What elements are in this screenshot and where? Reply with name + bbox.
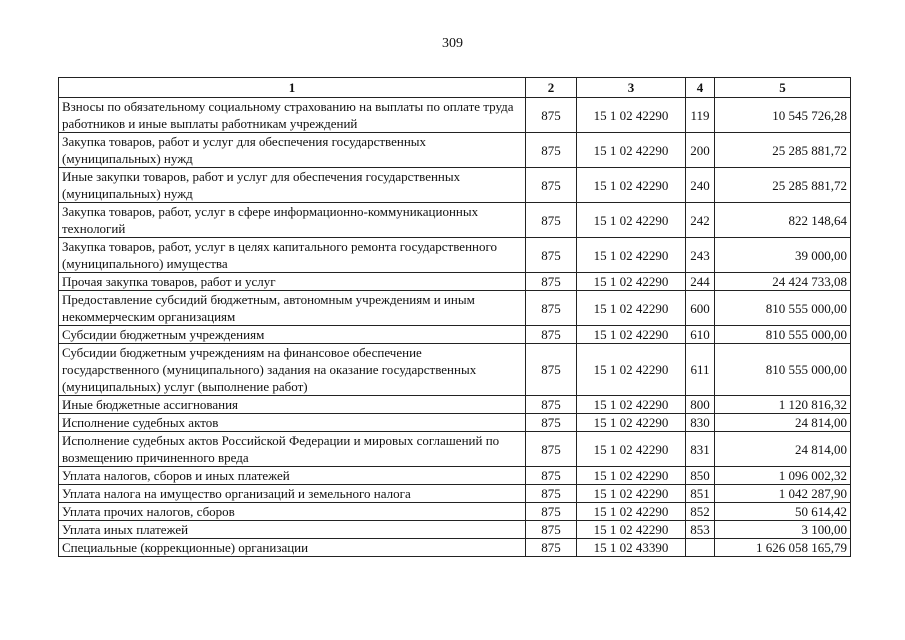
expense-type-cell: 600 <box>686 291 715 326</box>
table-row <box>59 467 851 485</box>
code-cell: 875 <box>526 344 577 396</box>
expense-type-cell: 831 <box>686 432 715 467</box>
expense-type-cell: 611 <box>686 344 715 396</box>
code-cell: 875 <box>526 539 577 557</box>
code-cell: 875 <box>526 396 577 414</box>
amount-cell: 39 000,00 <box>715 238 851 273</box>
expense-type-cell: 200 <box>686 133 715 168</box>
item-name-cell: Исполнение судебных актов <box>59 414 526 432</box>
expense-type-cell: 800 <box>686 396 715 414</box>
item-name-cell: Субсидии бюджетным учреждениям <box>59 326 526 344</box>
amount-cell: 810 555 000,00 <box>715 326 851 344</box>
table-row <box>59 539 851 557</box>
column-header: 4 <box>686 78 715 98</box>
table-row <box>59 521 851 539</box>
expense-type-cell: 850 <box>686 467 715 485</box>
table-row <box>59 432 851 467</box>
item-name-cell: Иные закупки товаров, работ и услуг для обеспечения государственных (муниципальных) нужд <box>59 168 526 203</box>
table-row <box>59 503 851 521</box>
expense-type-cell: 853 <box>686 521 715 539</box>
code-cell: 875 <box>526 414 577 432</box>
column-header: 3 <box>577 78 686 98</box>
amount-cell: 1 042 287,90 <box>715 485 851 503</box>
amount-cell: 50 614,42 <box>715 503 851 521</box>
amount-cell: 1 096 002,32 <box>715 467 851 485</box>
article-cell: 15 1 02 42290 <box>577 396 686 414</box>
item-name-cell: Иные бюджетные ассигнования <box>59 396 526 414</box>
amount-cell: 10 545 726,28 <box>715 98 851 133</box>
article-cell: 15 1 02 42290 <box>577 238 686 273</box>
item-name-cell: Закупка товаров, работ, услуг в сфере информационно-коммуникационных технологий <box>59 203 526 238</box>
amount-cell: 24 814,00 <box>715 432 851 467</box>
amount-cell: 25 285 881,72 <box>715 133 851 168</box>
table-row <box>59 203 851 238</box>
expense-type-cell: 242 <box>686 203 715 238</box>
item-name-cell: Предоставление субсидий бюджетным, автономным учреждениям и иным некоммерческим организациям <box>59 291 526 326</box>
amount-cell: 810 555 000,00 <box>715 344 851 396</box>
item-name-cell: Уплата налога на имущество организаций и земельного налога <box>59 485 526 503</box>
code-cell: 875 <box>526 133 577 168</box>
amount-cell: 810 555 000,00 <box>715 291 851 326</box>
table-row <box>59 396 851 414</box>
item-name-cell: Уплата прочих налогов, сборов <box>59 503 526 521</box>
item-name-cell: Субсидии бюджетным учреждениям на финансовое обеспечение государственного (муниципального) задания на оказание государственных (муниципальных) услуг (выполнение работ) <box>59 344 526 396</box>
expense-type-cell: 244 <box>686 273 715 291</box>
article-cell: 15 1 02 43390 <box>577 539 686 557</box>
amount-cell: 25 285 881,72 <box>715 168 851 203</box>
item-name-cell: Исполнение судебных актов Российской Федерации и мировых соглашений по возмещению причиненного вреда <box>59 432 526 467</box>
code-cell: 875 <box>526 432 577 467</box>
table-row <box>59 291 851 326</box>
table-row <box>59 238 851 273</box>
table-row <box>59 344 851 396</box>
code-cell: 875 <box>526 503 577 521</box>
article-cell: 15 1 02 42290 <box>577 168 686 203</box>
table-row <box>59 133 851 168</box>
expense-type-cell: 119 <box>686 98 715 133</box>
column-header: 1 <box>59 78 526 98</box>
header-row <box>59 78 851 98</box>
article-cell: 15 1 02 42290 <box>577 273 686 291</box>
column-header: 2 <box>526 78 577 98</box>
table-row <box>59 485 851 503</box>
amount-cell: 1 626 058 165,79 <box>715 539 851 557</box>
item-name-cell: Прочая закупка товаров, работ и услуг <box>59 273 526 291</box>
item-name-cell: Закупка товаров, работ, услуг в целях капитального ремонта государственного (муниципального) имущества <box>59 238 526 273</box>
column-header: 5 <box>715 78 851 98</box>
code-cell: 875 <box>526 521 577 539</box>
item-name-cell: Закупка товаров, работ и услуг для обеспечения государственных (муниципальных) нужд <box>59 133 526 168</box>
expense-type-cell: 830 <box>686 414 715 432</box>
article-cell: 15 1 02 42290 <box>577 203 686 238</box>
code-cell: 875 <box>526 273 577 291</box>
code-cell: 875 <box>526 485 577 503</box>
article-cell: 15 1 02 42290 <box>577 467 686 485</box>
item-name-cell: Уплата иных платежей <box>59 521 526 539</box>
article-cell: 15 1 02 42290 <box>577 326 686 344</box>
article-cell: 15 1 02 42290 <box>577 432 686 467</box>
amount-cell: 1 120 816,32 <box>715 396 851 414</box>
page-number: 309 <box>442 36 463 51</box>
table-row <box>59 414 851 432</box>
item-name-cell: Взносы по обязательному социальному страхованию на выплаты по оплате труда работников и иные выплаты работникам учреждений <box>59 98 526 133</box>
code-cell: 875 <box>526 238 577 273</box>
code-cell: 875 <box>526 98 577 133</box>
article-cell: 15 1 02 42290 <box>577 344 686 396</box>
expense-type-cell <box>686 539 715 557</box>
amount-cell: 24 814,00 <box>715 414 851 432</box>
table-row <box>59 273 851 291</box>
article-cell: 15 1 02 42290 <box>577 485 686 503</box>
code-cell: 875 <box>526 168 577 203</box>
article-cell: 15 1 02 42290 <box>577 521 686 539</box>
budget-table <box>58 77 851 557</box>
article-cell: 15 1 02 42290 <box>577 133 686 168</box>
code-cell: 875 <box>526 203 577 238</box>
table-row <box>59 168 851 203</box>
expense-type-cell: 852 <box>686 503 715 521</box>
code-cell: 875 <box>526 291 577 326</box>
code-cell: 875 <box>526 467 577 485</box>
article-cell: 15 1 02 42290 <box>577 291 686 326</box>
item-name-cell: Уплата налогов, сборов и иных платежей <box>59 467 526 485</box>
amount-cell: 822 148,64 <box>715 203 851 238</box>
expense-type-cell: 243 <box>686 238 715 273</box>
article-cell: 15 1 02 42290 <box>577 414 686 432</box>
code-cell: 875 <box>526 326 577 344</box>
table-body <box>59 98 851 557</box>
table-row <box>59 98 851 133</box>
expense-type-cell: 851 <box>686 485 715 503</box>
table-row <box>59 326 851 344</box>
article-cell: 15 1 02 42290 <box>577 503 686 521</box>
amount-cell: 24 424 733,08 <box>715 273 851 291</box>
expense-type-cell: 610 <box>686 326 715 344</box>
amount-cell: 3 100,00 <box>715 521 851 539</box>
item-name-cell: Специальные (коррекционные) организации <box>59 539 526 557</box>
article-cell: 15 1 02 42290 <box>577 98 686 133</box>
expense-type-cell: 240 <box>686 168 715 203</box>
